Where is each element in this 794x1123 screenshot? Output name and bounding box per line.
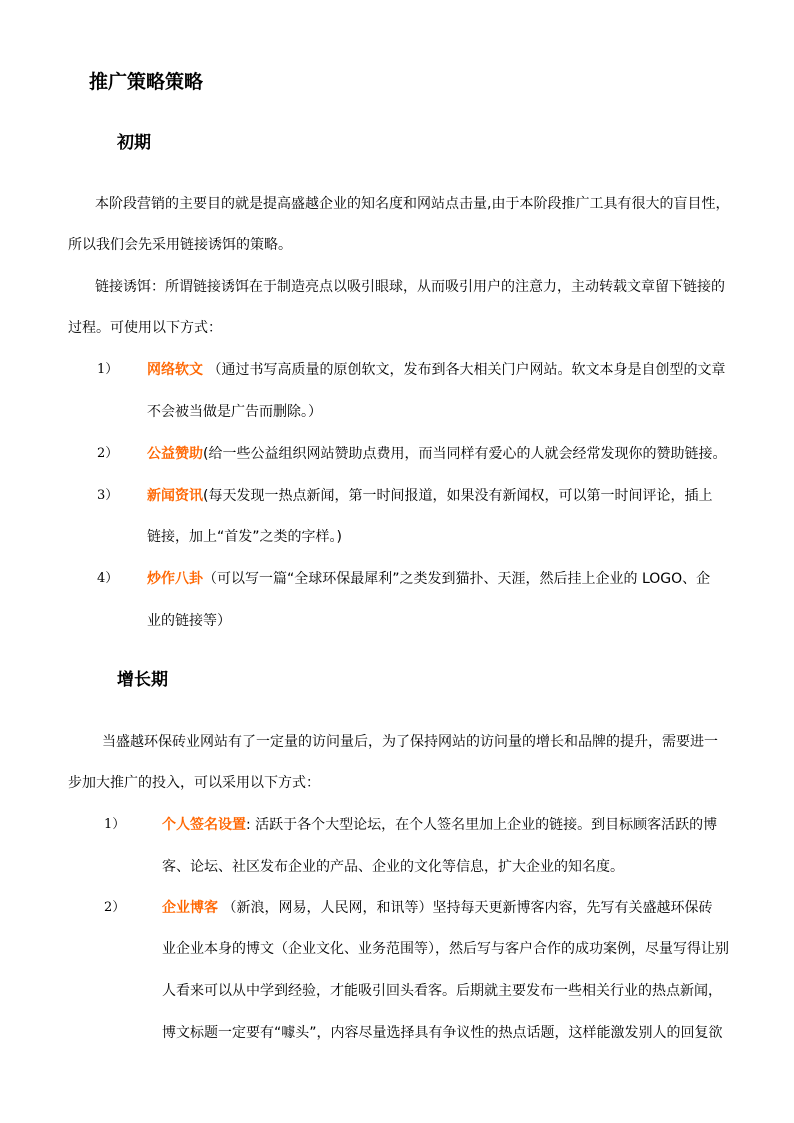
list-item-continuation: 客、论坛、社区发布企业的产品、企业的文化等信息，扩大企业的知名度。 xyxy=(162,859,624,875)
section-heading-growth: 增长期 xyxy=(117,670,168,690)
list-text: （可以写一篇“全球环保最犀利”之类发到猫扑、天涯，然后挂上企业的 LOGO、企 xyxy=(203,571,711,587)
list-number: 2） xyxy=(104,900,126,915)
list-keyword: 网络软文 xyxy=(147,362,203,378)
list-keyword: 个人签名设置 xyxy=(162,817,246,833)
list-text: (每天发现一热点新闻，第一时间报道，如果没有新闻权，可以第一时间评论，插上 xyxy=(203,488,713,504)
paragraph-line: 链接诱饵：所谓链接诱饵在于制造亮点以吸引眼球，从而吸引用户的注意力，主动转载文章留下链接的 xyxy=(95,279,725,295)
list-item xyxy=(147,360,725,380)
list-item xyxy=(147,486,712,506)
list-item xyxy=(162,898,712,918)
list-keyword: 炒作八卦 xyxy=(147,571,203,587)
list-text: （新浪，网易，人民网，和讯等）坚持每天更新博客内容，先写有关盛越环保砖 xyxy=(222,900,713,916)
list-item xyxy=(162,815,717,835)
list-item xyxy=(147,569,710,589)
list-item-continuation: 不会被当做是广告而删除。） xyxy=(147,404,322,420)
list-keyword: 公益赞助 xyxy=(147,446,203,462)
list-number: 1） xyxy=(97,362,119,377)
list-number: 4） xyxy=(97,571,119,586)
list-item-continuation: 人看来可以从中学到经验，才能吸引回头看客。后期就主要发布一些相关行业的热点新闻， xyxy=(162,983,722,999)
paragraph-line: 本阶段营销的主要目的就是提高盛越企业的知名度和网站点击量,由于本阶段推广工具有很大的盲目性， xyxy=(95,196,730,212)
list-text: : 活跃于各个大型论坛，在个人签名里加上企业的链接。到目标顾客活跃的博 xyxy=(246,817,718,833)
paragraph-line: 步加大推广的投入，可以采用以下方式： xyxy=(68,775,320,791)
document-title: 推广策略策略 xyxy=(89,71,204,93)
paragraph-line: 过程。可使用以下方式： xyxy=(68,320,222,336)
list-text: （通过书写高质量的原创软文，发布到各大相关门户网站。软文本身是自创型的文章 xyxy=(207,362,726,378)
list-item-continuation: 业企业本身的博文（企业文化、业务范围等），然后写与客户合作的成功案例，尽量写得让别 xyxy=(162,941,729,957)
section-heading-initial: 初期 xyxy=(117,133,151,153)
list-item xyxy=(147,444,726,464)
list-item-continuation: 业的链接等） xyxy=(147,613,231,629)
paragraph-line: 所以我们会先采用链接诱饵的策略。 xyxy=(68,237,292,253)
list-number: 3） xyxy=(97,488,119,503)
list-number: 2） xyxy=(97,446,119,461)
paragraph-line: 当盛越环保砖业网站有了一定量的访问量后，为了保持网站的访问量的增长和品牌的提升，需要进一 xyxy=(102,734,718,750)
list-number: 1） xyxy=(104,817,126,832)
list-text: (给一些公益组织网站赞助点费用，而当同样有爱心的人就会经常发现你的赞助链接。 xyxy=(203,446,727,462)
list-item-continuation: 链接，加上“首发”之类的字样。) xyxy=(147,529,342,545)
list-keyword: 新闻资讯 xyxy=(147,488,203,504)
list-item-continuation: 博文标题一定要有“噱头”，内容尽量选择具有争议性的热点话题，这样能激发别人的回复欲 xyxy=(162,1025,723,1041)
list-keyword: 企业博客 xyxy=(162,900,218,916)
